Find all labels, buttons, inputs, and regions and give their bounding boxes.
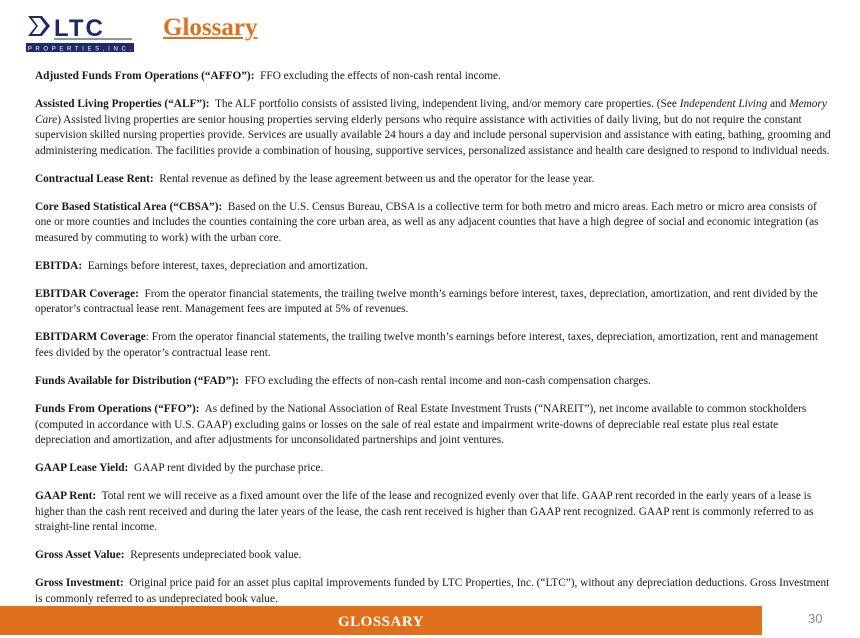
- glossary-definition: The ALF portfolio consists of assisted living, independent living, and/or memory care properties. (See: [215, 97, 680, 110]
- glossary-entry-ebitda: [35, 259, 835, 275]
- glossary-definition: Represents undepreciated book value.: [130, 549, 302, 562]
- glossary-definition: Total rent we will receive as a fixed amount over the life of the lease and recognized evenly over that life. GAAP rent recorded in the early years of a lease is higher than the cash rent received and during the later years of the lease, the cash rent received is higher than GAAP rent recognized. GAAP rent is commonly referred to as straight-line rental income.: [35, 490, 814, 534]
- glossary-entry-ebitdarm-coverage: [35, 330, 835, 361]
- footer-label: GLOSSARY: [338, 614, 424, 630]
- glossary-definition: and: [767, 97, 790, 110]
- glossary-definition-italic: Independent Living: [679, 97, 768, 110]
- glossary-term: Core Based Statistical Area (“CBSA”):: [35, 200, 223, 213]
- ltc-logo: [24, 8, 136, 54]
- glossary-term: EBITDARM Coverage: [35, 331, 146, 344]
- glossary-definition: GAAP rent divided by the purchase price.: [133, 462, 324, 475]
- glossary-entry-gaap-lease-yield: [35, 461, 835, 477]
- glossary-entry-affo: [35, 69, 835, 85]
- svg-text:LTC: LTC: [54, 15, 105, 42]
- glossary-entry-ffo: [35, 402, 835, 449]
- glossary-term: GAAP Lease Yield:: [35, 462, 129, 475]
- glossary-definition: Rental revenue as defined by the lease agreement between us and the operator for the lease year.: [159, 172, 595, 185]
- glossary-term: Contractual Lease Rent:: [35, 172, 154, 185]
- page-number: 30: [808, 611, 823, 626]
- glossary-term: EBITDAR Coverage:: [35, 287, 139, 300]
- page-title: Glossary: [163, 14, 258, 41]
- glossary-entry-contractual-lease-rent: [35, 172, 835, 188]
- glossary-definition: Based on the U.S. Census Bureau, CBSA is a collective term for both metro and micro areas. Each metro or micro area consists of one or more counties and includes the counties containing the core urban area, as well as any adjacent counties that have a high degree of social and economic integration (as measured by commuting to work) with the urban core.: [35, 200, 819, 244]
- glossary-term: Adjusted Funds From Operations (“AFFO”):: [35, 70, 255, 82]
- footer-bar: [0, 606, 762, 635]
- glossary-term: Funds From Operations (“FFO”):: [35, 403, 200, 416]
- svg-text:P R O P E R T I E S , I N C .: P R O P E R T I E S , I N C .: [27, 46, 133, 53]
- glossary-definition: Earnings before interest, taxes, depreciation and amortization.: [87, 259, 368, 272]
- glossary-definition: ) Assisted living properties are senior housing properties serving elderly persons who require assistance with activities of daily living, but do not require the constant supervision skilled nursing properties provide. Services are usually available 24 hours a day and include personal supervision and assistance with eating, bathing, grooming and administering medication. The facilities provide a combination of housing, supportive services, personalized assistance and health care designed to respond to individual needs.: [35, 113, 831, 157]
- glossary-term: GAAP Rent:: [35, 490, 97, 503]
- glossary-entry-cbsa: [35, 200, 835, 247]
- glossary-definition: As defined by the National Association of Real Estate Investment Trusts (“NAREIT”), net income available to common stockholders (computed in accordance with U.S. GAAP) excluding gains or losses on the sale of real estate and impairment write-downs of depreciable real estate plus real estate depreciation and amortization, and after adjustments for unconsolidated partnerships and joint ventures.: [35, 403, 807, 447]
- glossary-entry-gaap-rent: [35, 489, 835, 536]
- glossary-definition: FFO excluding the effects of non-cash rental income.: [260, 70, 501, 82]
- glossary-entry-gross-investment: [35, 576, 835, 607]
- glossary-entry-fad: [35, 374, 835, 390]
- glossary-entry-alf: [35, 97, 835, 159]
- glossary-definition: FFO excluding the effects of non-cash rental income and non-cash compensation charges.: [244, 375, 651, 388]
- glossary-term: EBITDA:: [35, 259, 83, 272]
- glossary-term: Assisted Living Properties (“ALF”):: [35, 97, 210, 110]
- glossary-definition: From the operator financial statements, the trailing twelve month’s earnings before interest, taxes, depreciation, amortization, and rent divided by the operator’s contractual lease rent. Management fees are imputed at 5% of revenues.: [35, 287, 818, 316]
- glossary-term: Funds Available for Distribution (“FAD”):: [35, 375, 239, 388]
- glossary-definition: Original price paid for an asset plus capital improvements funded by LTC Properties, Inc. (“LTC”), without any depreciation deductions. Gross Investment is commonly referred to as undepreciated book value.: [35, 577, 830, 605]
- glossary-definition: : From the operator financial statements, the trailing twelve month’s earnings before interest, taxes, depreciation, amortization, rent and management fees divided by the operator’s contractual lease rent.: [35, 331, 819, 360]
- glossary-list: [35, 69, 835, 620]
- glossary-definition-italic: Memory Care: [35, 97, 827, 126]
- glossary-term: Gross Investment:: [35, 577, 124, 590]
- glossary-entry-gross-asset-value: [35, 548, 835, 564]
- glossary-entry-ebitdar-coverage: [35, 287, 835, 318]
- glossary-term: Gross Asset Value:: [35, 549, 125, 562]
